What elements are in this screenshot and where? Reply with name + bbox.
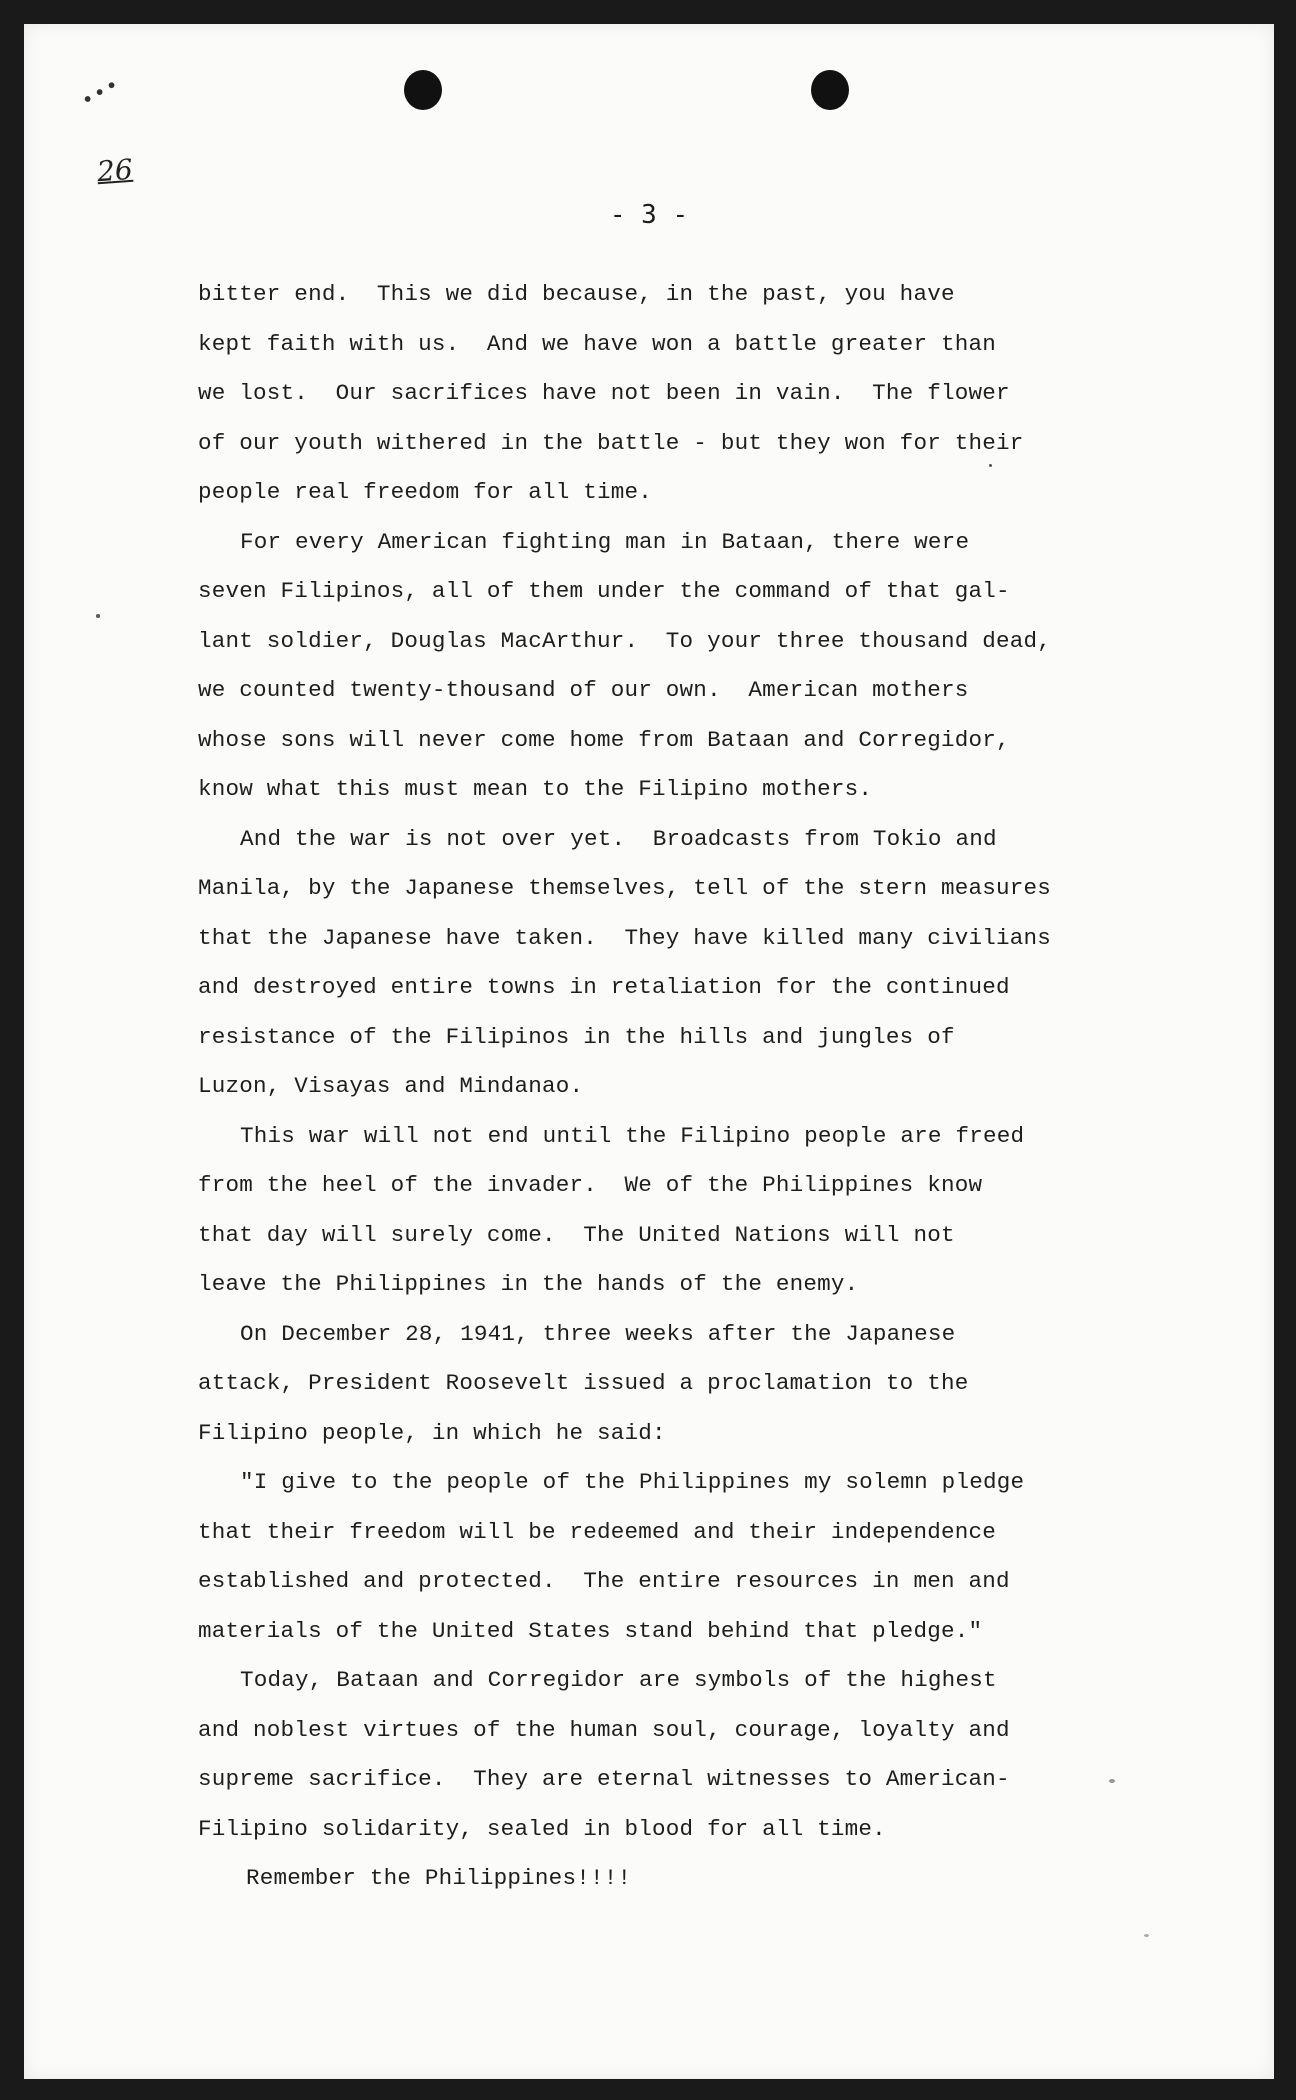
typed-body-text [198,270,1158,1904]
text-line: Filipino people, in which he said: [198,1419,666,1446]
text-line: kept faith with us. And we have won a battle greater than [198,330,996,357]
punch-hole-left [404,70,442,110]
quote-line: established and protected. The entire resources in men and [198,1568,1010,1594]
handwritten-page-number: 26 [95,152,134,189]
quote-line: that their freedom will be redeemed and their independence [198,1518,996,1545]
text-line: leave the Philippines in the hands of the enemy. [198,1271,859,1297]
paper-speck [989,464,992,467]
paragraph-start-line: On December 28, 1941, three weeks after the Japanese [240,1320,956,1347]
quote-line: materials of the United States stand behind that pledge." [198,1617,983,1644]
text-line: seven Filipinos, all of them under the command of that gal- [198,578,1010,604]
punch-hole-right [811,70,849,110]
paragraph-start-line: And the war is not over yet. Broadcasts from Tokio and [240,825,997,852]
closing-line: Remember the Philippines!!!! [246,1865,632,1891]
paragraph-start-line: This war will not end until the Filipino people are freed [240,1122,1025,1149]
text-line: attack, President Roosevelt issued a proclamation to the [198,1370,969,1396]
text-line: Manila, by the Japanese themselves, tell of the stern measures [198,875,1052,901]
paper-speck [1109,1779,1115,1783]
page-number: - 3 - [609,200,689,230]
text-line: we lost. Our sacrifices have not been in vain. The flower [198,380,1010,406]
paragraph-start-line: For every American fighting man in Bataan, there were [240,528,970,555]
text-line: whose sons will never come home from Bataan and Corregidor, [198,726,1010,753]
text-line: people real freedom for all time. [198,479,653,505]
document-page [24,24,1274,2079]
quote-start-line: "I give to the people of the Philippines my solemn pledge [240,1469,1025,1495]
paragraph-start-line: Today, Bataan and Corregidor are symbols of the highest [240,1667,997,1693]
text-line: Filipino solidarity, sealed in blood for all time. [198,1815,886,1842]
paper-speck [1144,1934,1149,1937]
text-line: resistance of the Filipinos in the hills and jungles of [198,1023,955,1050]
paper-speck [96,614,100,618]
text-line: we counted twenty-thousand of our own. American mothers [198,677,969,703]
text-line: of our youth withered in the battle - but they won for their [198,429,1024,456]
text-line: bitter end. This we did because, in the past, you have [198,281,955,307]
text-line: know what this must mean to the Filipino mothers. [198,776,873,802]
text-line: from the heel of the invader. We of the Philippines know [198,1172,983,1198]
text-line: supreme sacrifice. They are eternal witnesses to American- [198,1766,1010,1792]
corner-ink-mark: ••• [76,71,125,113]
text-line: and destroyed entire towns in retaliation for the continued [198,974,1010,1000]
text-line: that the Japanese have taken. They have killed many civilians [198,924,1052,951]
text-line: and noblest virtues of the human soul, courage, loyalty and [198,1716,1010,1743]
text-line: Luzon, Visayas and Mindanao. [198,1073,584,1099]
text-line: lant soldier, Douglas MacArthur. To your three thousand dead, [198,627,1052,654]
text-line: that day will surely come. The United Nations will not [198,1221,955,1248]
